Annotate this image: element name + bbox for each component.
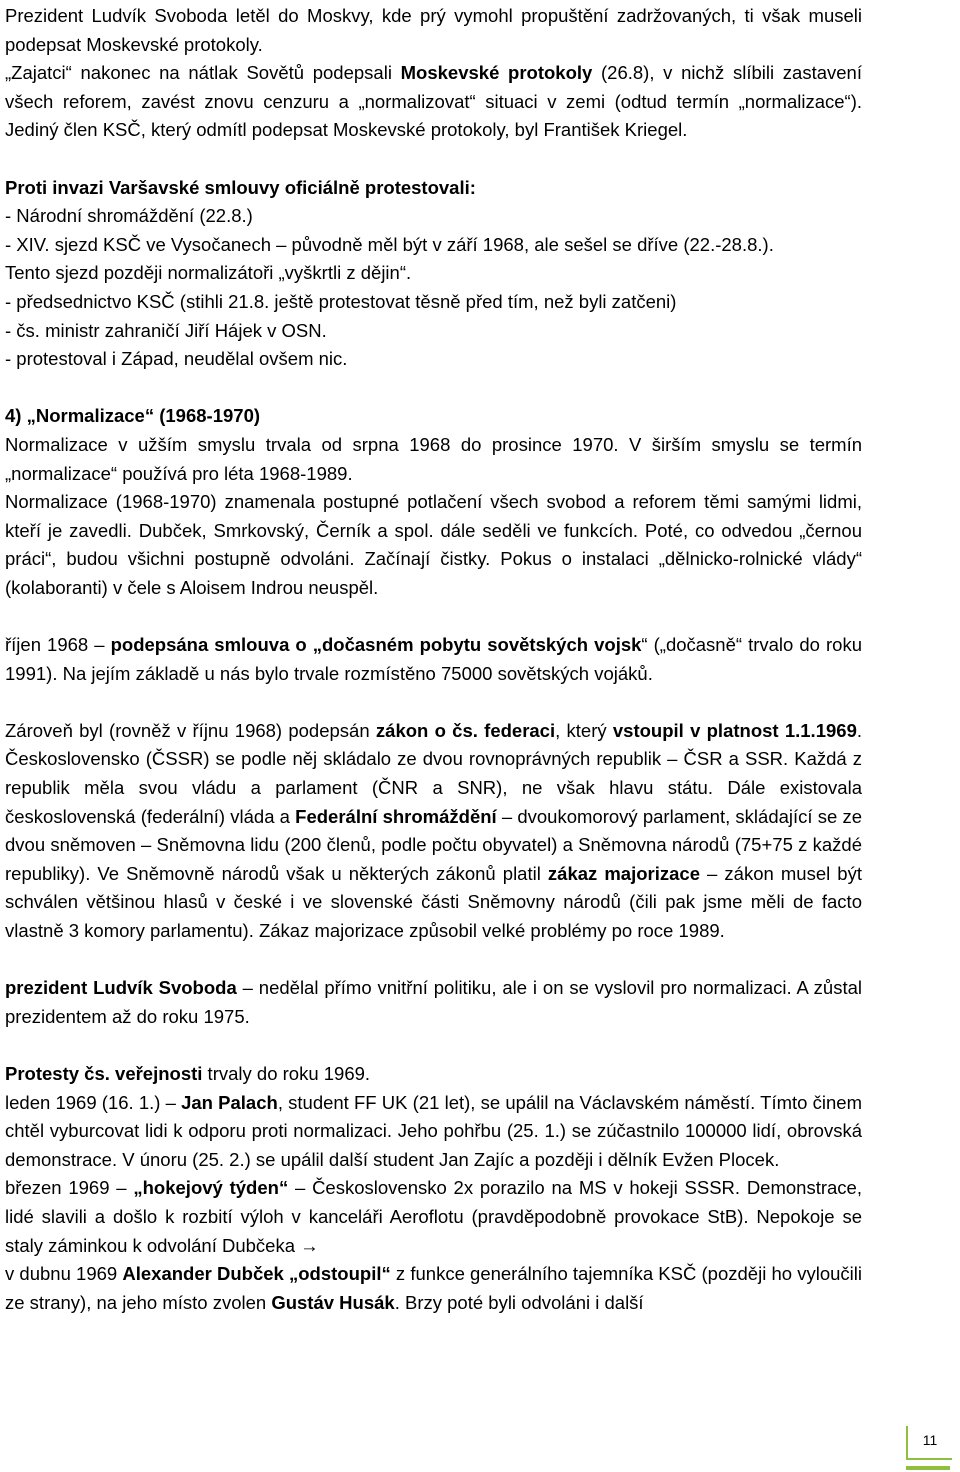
bold-text: zákaz majorizace (547, 862, 700, 884)
text: (26.8), v nichž slíbili zastavení všech reforem, zavést znovu cenzuru a „normalizovat“ situaci v zemi (odtud termín „normalizace“). Jediný člen KSČ, který odmítl podepsat Moskevské protokoly, byl František Kriegel. (5, 62, 862, 141)
paragraph-moscow-protocols (5, 59, 862, 145)
paragraph-treaty (5, 631, 862, 688)
document-body (5, 2, 862, 1317)
text: Tento sjezd později normalizátoři „vyškrtli z dějin“. (5, 262, 412, 284)
text: z funkce generálního tajemníka KSČ (později ho vyloučili ze strany), na jeho místo zvolen (5, 1263, 862, 1313)
footer-accent-rule (906, 1466, 950, 1470)
protest-item (5, 288, 862, 317)
paragraph-hockey-week (5, 1174, 862, 1260)
text: – zákon musel být schválen většinou hlasů v české i ve slovenské části Sněmovny národů (čili pak jsme měli de facto vlastně 3 komory parlamentu). Zákaz majorizace způsobil velké problémy po roce 1989. (5, 862, 862, 941)
text: Normalizace (1968-1970) znamenala postupné potlačení všech svobod a reforem těmi samými lidmi, kteří je zavedli. Dubček, Smrkovský, Černík a spol. dále seděli ve funkcích. Poté, co odvedou „černou práci“, budou všichni postupně odvoláni. Začínají čistky. Pokus o instalaci „dělnicko-rolnické vlády“ (kolaboranti) v čele s Aloisem Indrou neuspěl. (5, 491, 862, 598)
protest-item (5, 231, 862, 260)
text: “ („dočasně“ trvalo do roku 1991). Na jejím základě u nás bylo trvale rozmístěno 75000 sovětských vojáků. (5, 634, 862, 684)
text: Zároveň byl (rovněž v říjnu 1968) podepsán (5, 719, 376, 741)
paragraph-palach (5, 1089, 862, 1175)
text: – Československo 2x porazilo na MS v hokeji SSSR. Demonstrace, lidé slavili a došlo k rozbití výloh v kanceláři Aeroflotu (pravděpodobně provokace StB). Nepokoje se staly záminkou k odvolání Dubčeka → (5, 1177, 862, 1256)
bold-text: 4) „Normalizace“ (1968-1970) (5, 405, 261, 427)
text: „Zajatci“ nakonec na nátlak Sovětů podepsali (5, 62, 401, 84)
bold-text: Gustáv Husák (271, 1291, 395, 1313)
bold-text: vstoupil v platnost 1.1.1969 (612, 719, 857, 741)
text: , který (555, 719, 613, 741)
bold-text: Moskevské protokoly (400, 62, 593, 84)
bold-text: Jan Palach (181, 1091, 278, 1113)
protest-heading (5, 174, 862, 203)
bold-text: „hokejový týden“ (133, 1177, 289, 1199)
text: - protestoval i Západ, neudělal ovšem nic. (5, 348, 348, 370)
bold-text: zákon o čs. federaci (375, 719, 556, 741)
text: . Brzy poté byli odvoláni i další (394, 1291, 644, 1313)
paragraph-normalization-meaning (5, 488, 862, 602)
text: . Československo (ČSSR) se podle něj skládalo ze dvou rovnoprávných republik – ČSR a SSR. Každá z republik měla svou vládu a parlament (ČNR a SNR), ne však hlavu státu. Dále existovala československá (federální) vláda a (5, 719, 862, 827)
bold-text: Federální shromáždění (295, 805, 497, 827)
text: - předsednictvo KSČ (stihli 21.8. ještě protestovat těsně před tím, než byli zatčeni) (5, 290, 677, 312)
text: v dubnu 1969 (5, 1263, 123, 1285)
text: Normalizace v užším smyslu trvala od srpna 1968 do prosince 1970. V širším smyslu se termín „normalizace“ používá pro léta 1968-1989. (5, 433, 862, 484)
bold-text: prezident Ludvík Svoboda (5, 977, 237, 999)
paragraph-svoboda-moscow (5, 2, 862, 59)
section-heading (5, 402, 862, 431)
text: - XIV. sjezd KSČ ve Vysočanech – původně měl být v září 1968, ale sešel se dříve (22.-28.8.). (5, 233, 774, 255)
text: - Národní shromáždění (22.8.) (5, 205, 253, 227)
text: - čs. ministr zahraničí Jiří Hájek v OSN. (5, 319, 327, 341)
paragraph-president (5, 974, 862, 1031)
protest-item (5, 317, 862, 346)
bold-text: Protesty čs. veřejnosti (5, 1062, 203, 1084)
text: trvaly do roku 1969. (202, 1062, 371, 1084)
paragraph-federation (5, 717, 862, 946)
text: leden 1969 (16. 1.) – (5, 1091, 182, 1113)
text: Prezident Ludvík Svoboda letěl do Moskvy, kde prý vymohl propuštění zadržovaných, ti však museli podepsat Moskevské protokoly. (5, 5, 862, 55)
protest-item-continuation (5, 259, 862, 288)
text: říjen 1968 – (5, 634, 111, 656)
page-number-box (906, 1426, 952, 1460)
page-number: 11 (922, 1432, 938, 1448)
text: – dvoukomorový parlament, skládající se ze dvou sněmoven – Sněmovna lidu (200 členů, podle počtu obyvatel) a Sněmovna národů (75+75 z každé republiky). Ve Sněmovně národů však u některých zákonů platil (5, 805, 862, 884)
protest-item (5, 345, 862, 374)
bold-text: Proti invazi Varšavské smlouvy oficiálně protestovali: (5, 176, 476, 198)
protest-item (5, 202, 862, 231)
text: , student FF UK (21 let), se upálil na Václavském náměstí. Tímto činem chtěl vyburcovat lidi k odporu proti normalizaci. Jeho pohřbu (25. 1.) se zúčastnilo 100000 lidí, obrovská demonstrace. V únoru (25. 2.) se upálil další student Jan Zajíc a později i dělník Evžen Plocek. (5, 1091, 862, 1170)
bold-text: Alexander Dubček „odstoupil“ (122, 1263, 391, 1285)
text: – nedělal přímo vnitřní politiku, ale i on se vyslovil pro normalizaci. A zůstal prezidentem až do roku 1975. (5, 977, 862, 1027)
text: březen 1969 – (5, 1177, 134, 1199)
paragraph-protests (5, 1060, 862, 1089)
bold-text: podepsána smlouva o „dočasném pobytu sovětských vojsk (110, 634, 642, 656)
paragraph-normalization-scope (5, 431, 862, 488)
paragraph-dubcek-resign (5, 1260, 862, 1317)
